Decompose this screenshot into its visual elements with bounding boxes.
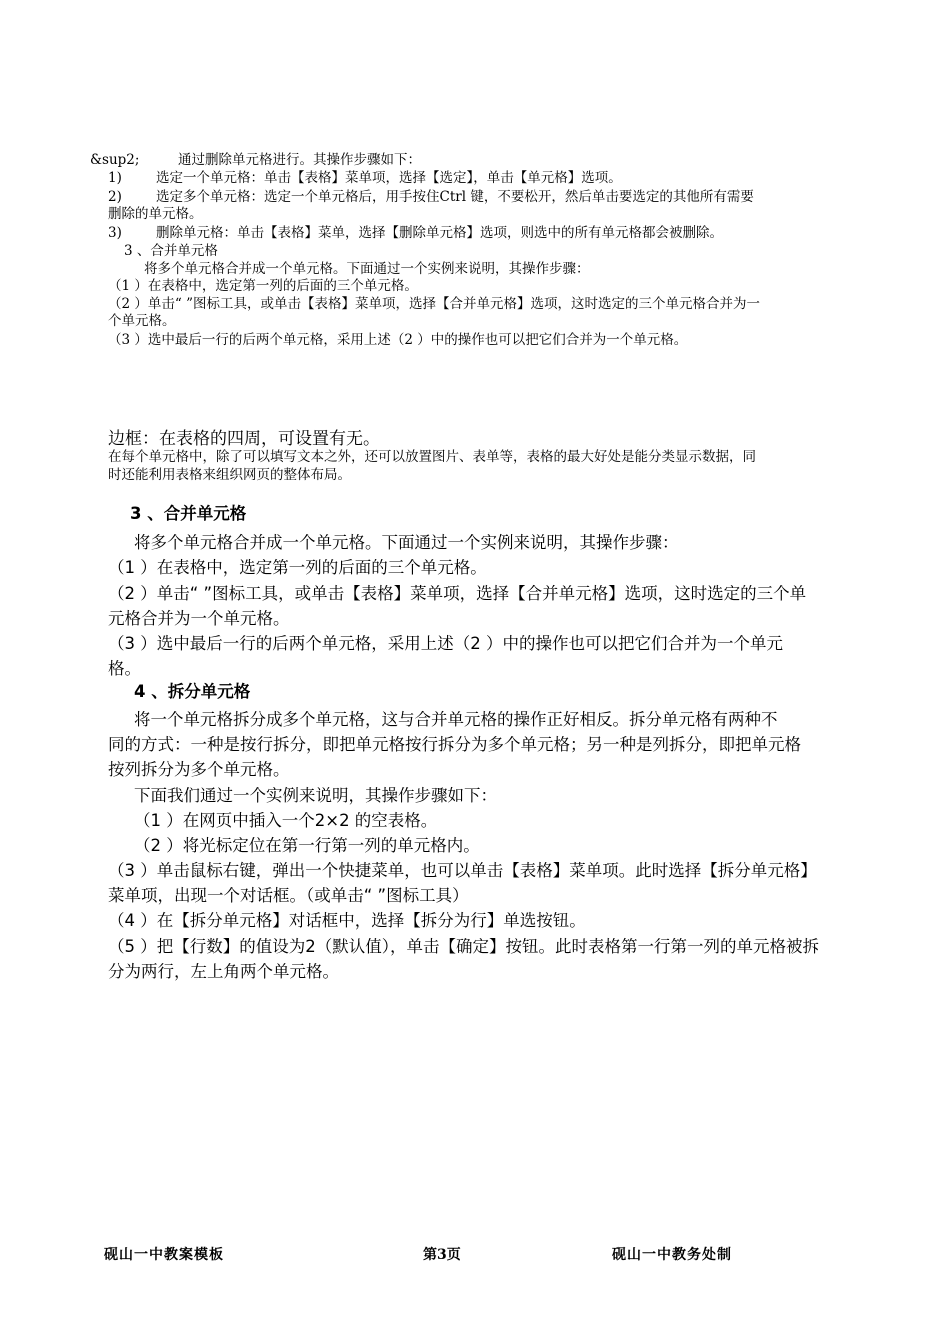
upper-merge-step2: （2 ）单击“ ”图标工具，或单击【表格】菜单项，选择【合并单元格】选项，这时选定的三个单元格合并为一 [108, 296, 760, 312]
merge-step1: （1 ）在表格中，选定第一列的后面的三个单元格。 [108, 558, 487, 577]
merge-step2: （2 ）单击“ ”图标工具，或单击【表格】菜单项，选择【合并单元格】选项，这时选定的三个单 [108, 584, 807, 603]
intro-line [90, 152, 421, 168]
footer-right: 砚山一中教务处制 [612, 1247, 732, 1263]
description-line: 时还能利用表格来组织网页的整体布局。 [108, 467, 351, 483]
intro-text: 通过删除单元格进行。其操作步骤如下： [178, 152, 422, 168]
split-intro-line: 按列拆分为多个单元格。 [108, 760, 290, 779]
split-step5-cont: 分为两行，左上角两个单元格。 [108, 962, 339, 981]
upper-merge-heading: 3 、合并单元格 [124, 243, 218, 259]
merge-step2-cont: 元格合并为一个单元格。 [108, 609, 290, 628]
upper-merge-intro: 将多个单元格合并成一个单元格。下面通过一个实例来说明，其操作步骤： [144, 261, 590, 277]
split-step3-cont: 菜单项，出现一个对话框。（或单击“ ”图标工具） [108, 886, 469, 905]
split-heading: 4 、拆分单元格 [134, 682, 251, 701]
intro-marker: &sup2; [90, 152, 140, 168]
merge-step3: （3 ）选中最后一行的后两个单元格，采用上述（2 ）中的操作也可以把它们合并为一个单元 [108, 634, 783, 653]
description-line: 在每个单元格中，除了可以填写文本之外，还可以放置图片、表单等，表格的最大好处是能分类显示数据，同 [108, 449, 756, 465]
list-item: 1) 选定一个单元格：单击【表格】菜单项，选择【选定】，单击【单元格】选项。 [108, 170, 622, 186]
split-step4: （4 ）在【拆分单元格】对话框中，选择【拆分为行】单选按钮。 [108, 911, 586, 930]
split-step3: （3 ）单击鼠标右键，弹出一个快捷菜单，也可以单击【表格】菜单项。此时选择【拆分单元格】 [108, 861, 817, 880]
list-item-continuation: 删除的单元格。 [108, 206, 203, 222]
merge-heading: 3 、合并单元格 [130, 504, 247, 523]
list-item: 3) 删除单元格：单击【表格】菜单，选择【删除单元格】选项，则选中的所有单元格都会被删除。 [108, 225, 723, 241]
split-step5: （5 ）把【行数】的值设为2（默认值），单击【确定】按钮。此时表格第一行第一列的单元格被拆 [108, 937, 819, 956]
merge-intro: 将多个单元格合并成一个单元格。下面通过一个实例来说明，其操作步骤： [134, 533, 679, 552]
border-definition: 边框：在表格的四周，可设置有无。 [108, 429, 380, 449]
merge-step3-cont: 格。 [108, 659, 141, 678]
split-example-intro: 下面我们通过一个实例来说明，其操作步骤如下： [134, 786, 497, 805]
upper-merge-step2-cont: 个单元格。 [108, 313, 176, 329]
list-item: 2) 选定多个单元格：选定一个单元格后，用手按住Ctrl 键，不要松开，然后单击要选定的其他所有需要 [108, 189, 754, 205]
page-number: 第3页 [423, 1247, 461, 1263]
split-intro-line: 同的方式：一种是按行拆分，即把单元格按行拆分为多个单元格；另一种是列拆分，即把单元格 [108, 735, 801, 754]
footer-left: 砚山一中教案模板 [104, 1247, 224, 1263]
split-intro-line: 将一个单元格拆分成多个单元格，这与合并单元格的操作正好相反。拆分单元格有两种不 [134, 710, 778, 729]
split-step1: （1 ）在网页中插入一个2×2 的空表格。 [134, 811, 438, 830]
split-step2: （2 ）将光标定位在第一行第一列的单元格内。 [134, 836, 480, 855]
upper-merge-step1: （1 ）在表格中，选定第一列的后面的三个单元格。 [108, 278, 418, 294]
upper-merge-step3: （3 ）选中最后一行的后两个单元格，采用上述（2 ）中的操作也可以把它们合并为一个单元格。 [108, 332, 688, 348]
